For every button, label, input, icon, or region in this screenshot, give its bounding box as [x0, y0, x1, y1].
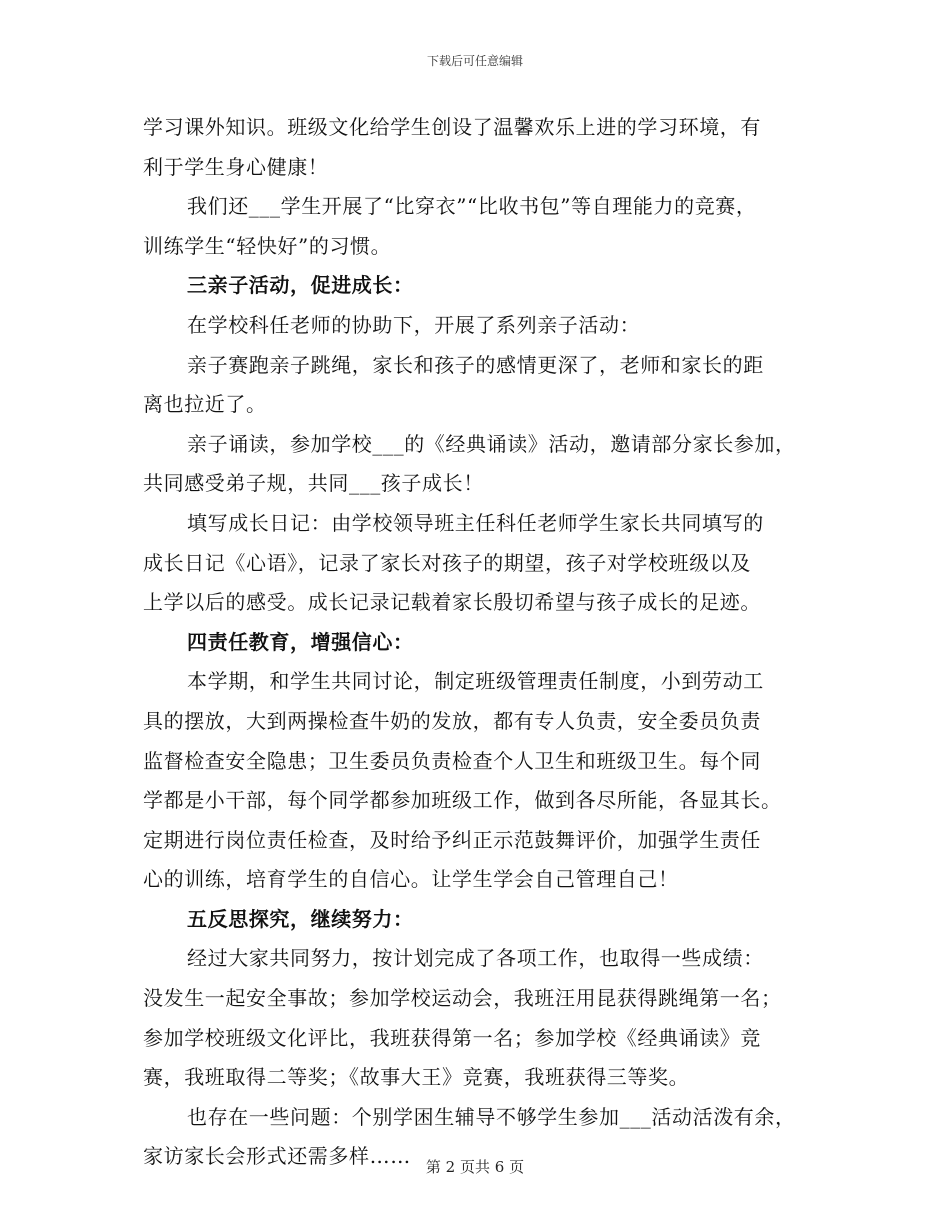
body-text-line: 成长日记《心语》，记录了家长对孩子的期望，孩子对学校班级以及 — [143, 550, 751, 575]
body-text-line: 心的训练，培育学生的自信心。让学生学会自己管理自己！ — [143, 867, 679, 892]
body-text-line: 定期进行岗位责任检查，及时给予纠正示范鼓舞评价，加强学生责任 — [143, 827, 761, 852]
body-text-line: 参加学校班级文化评比，我班获得第一名；参加学校《经典诵读》竞 — [143, 1025, 761, 1050]
body-text-line: 也存在一些问题：个别学困生辅导不够学生参加___活动活泼有余， — [187, 1104, 796, 1129]
body-text-line: 监督检查安全隐患；卫生委员负责检查个人卫生和班级卫生。每个同 — [143, 748, 761, 773]
body-text-line: 本学期，和学生共同讨论，制定班级管理责任制度，小到劳动工 — [187, 669, 764, 694]
body-text-line: 经过大家共同努力，按计划完成了各项工作，也取得一些成绩： — [187, 946, 764, 971]
body-text-line: 利于学生身心健康！ — [143, 154, 329, 179]
body-text-line: 填写成长日记：由学校领导班主任科任老师学生家长共同填写的 — [187, 510, 764, 535]
body-text-line: 家访家长会形式还需多样…… — [143, 1144, 411, 1169]
section-heading: 四责任教育，增强信心： — [187, 629, 414, 654]
page-header: 下载后可任意编辑 — [426, 54, 523, 68]
body-text-line: 学都是小干部，每个同学都参加班级工作，做到各尽所能，各显其长。 — [143, 788, 782, 813]
section-heading: 五反思探究，继续努力： — [187, 906, 414, 931]
body-text-line: 我们还___学生开展了“比穿衣”“比收书包”等自理能力的竞赛， — [187, 194, 757, 219]
body-text-line: 具的摆放，大到两操检查牛奶的发放，都有专人负责，安全委员负责 — [143, 708, 761, 733]
body-text-line: 共同感受弟子规，共同___孩子成长！ — [143, 471, 484, 496]
body-text-line: 没发生一起安全事故；参加学校运动会，我班汪用昆获得跳绳第一名； — [143, 986, 782, 1011]
body-text-line: 在学校科任老师的协助下，开展了系列亲子活动： — [187, 312, 641, 337]
body-text-line: 亲子赛跑亲子跳绳，家长和孩子的感情更深了，老师和家长的距 — [187, 352, 764, 377]
body-text-line: 学习课外知识。班级文化给学生创设了温馨欢乐上进的学习环境，有 — [143, 115, 761, 139]
body-text-line: 上学以后的感受。成长记录记载着家长殷切希望与孩子成长的足迹。 — [143, 590, 761, 615]
body-text-line: 离也拉近了。 — [143, 392, 267, 417]
page-footer: 第 2 页共 6 页 — [425, 1158, 525, 1176]
section-heading: 三亲子活动，促进成长： — [187, 273, 414, 298]
body-text-line: 训练学生“轻快好”的习惯。 — [143, 233, 392, 258]
body-text-line: 亲子诵读，参加学校___的《经典诵读》活动，邀请部分家长参加， — [187, 431, 796, 456]
document-body — [143, 108, 823, 1177]
body-text-line: 赛，我班取得二等奖；《故事大王》竞赛，我班获得三等奖。 — [143, 1065, 690, 1090]
